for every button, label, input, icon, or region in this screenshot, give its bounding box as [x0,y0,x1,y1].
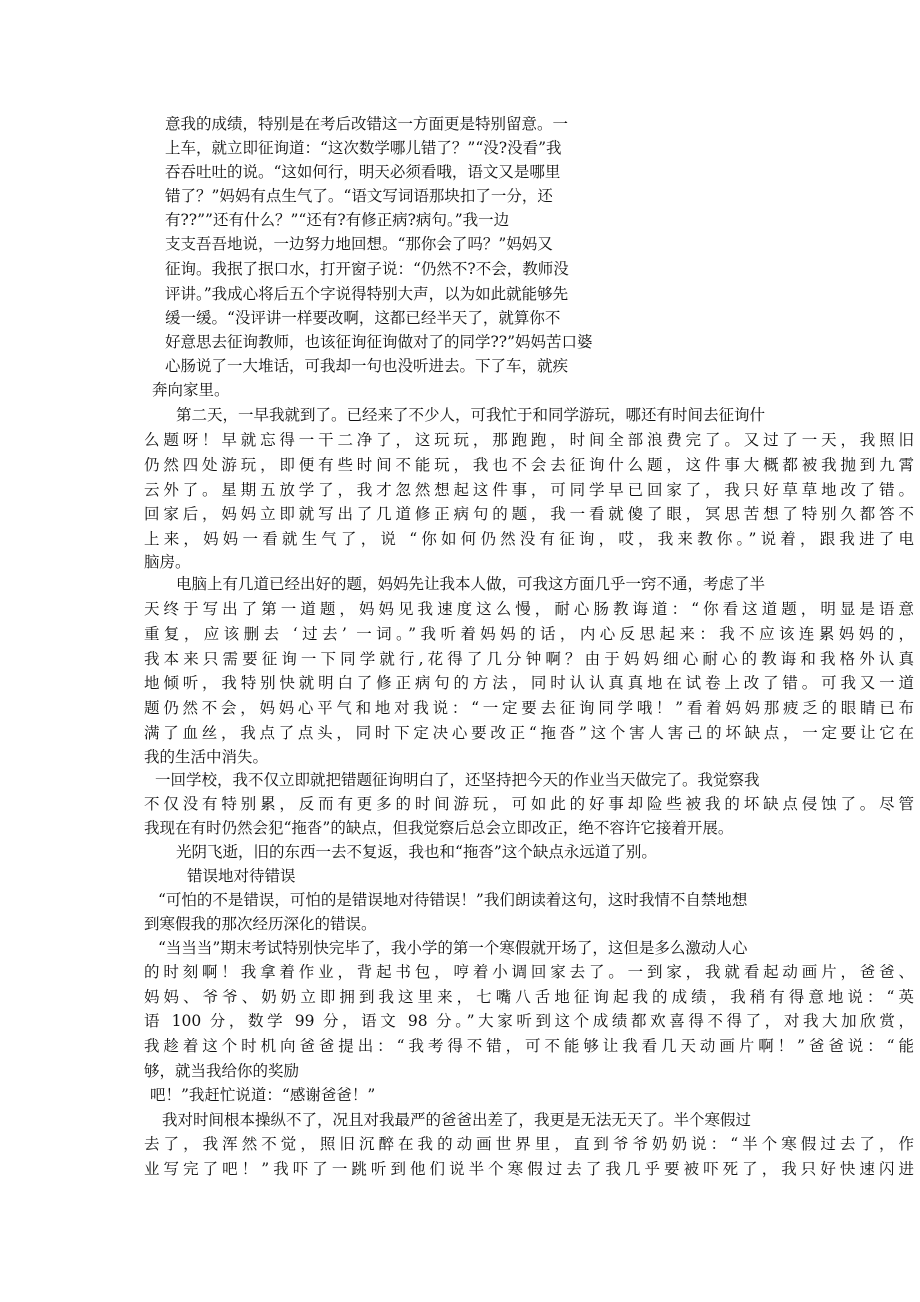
text-line: 重复，应该删去 ‘过去’ 一词。”我听着妈妈的话，内心反思起来：我不应该连累妈妈的， [144,625,914,643]
text-line: 我的生活中消失。 [144,748,269,766]
paragraph-first-line: “可怕的不是错误，可怕的是错误地对待错误！”我们朗读着这句，这时我情不自禁地想 [158,891,748,909]
text-line: 评讲。”我成心将后五个字说得特别大声，以为如此就能够先 [165,285,569,303]
text-line: 妈妈、爷爷、奶奶立即拥到我这里来，七嘴八舌地征询起我的成绩，我稍有得意地说：“英 [144,988,914,1006]
paragraph-first-line: 电脑上有几道已经出好的题，妈妈先让我本人做，可我这方面几乎一窍不通，考虑了半 [176,575,766,593]
text-line: 征询。我抿了抿口水，打开窗子说：“仍然不?不会，教师没 [165,260,569,278]
paragraph-first-line: 我对时间根本操纵不了，况且对我最严的爸爸出差了，我更是无法无天了。半个寒假过 [162,1111,752,1129]
text-line: 去了，我浑然不觉，照旧沉醉在我的动画世界里，直到爷爷奶奶说：“半个寒假过去了，作 [144,1135,914,1153]
text-line: 够，就当我给你的奖励 [144,1062,300,1080]
text-line: 支支吾吾地说，一边努力地回想。“那你会了吗？”妈妈又 [165,235,553,253]
text-line: 缓一缓。“没评讲一样要改啊，这都已经半天了，就算你不 [165,309,561,327]
text-line: 上来，妈妈一看就生气了，说 “你如何仍然没有征询，哎，我来教你。”说着，跟我进了电 [144,530,914,548]
text-line: 的时刻啊！我拿着作业，背起书包，哼着小调回家去了。一到家，我就看起动画片，爸爸、 [144,963,914,981]
text-line: 心肠说了一大堆话，可我却一句也没听进去。下了车，就疾 [165,357,569,375]
text-line: 吧！”我赶忙说道：“感谢爸爸！” [150,1086,376,1104]
text-line: 不仅没有特别累，反而有更多的时间游玩，可如此的好事却险些被我的坏缺点侵蚀了。尽管 [144,795,914,813]
text-line: 回家后，妈妈立即就写出了几道修正病句的题，我一看就傻了眼，冥思苦想了特别久都答不 [144,505,914,523]
essay-title: 错误地对待错误 [187,867,296,885]
text-line: 业写完了吧！”我吓了一跳听到他们说半个寒假过去了我几乎要被吓死了，我只好快速闪进 [144,1160,914,1178]
paragraph-first-line: “当当当”期末考试特别快完毕了，我小学的第一个寒假就开场了，这但是多么激动人心 [158,939,748,957]
text-line: 上车，就立即征询道：“这次数学哪儿错了？”“没?没看”我 [165,139,562,157]
paragraph-first-line: 一回学校，我不仅立即就把错题征询明白了，还坚持把今天的作业当天做完了。我觉察我 [155,771,760,789]
text-line: 我本来只需要征询一下同学就行,花得了几分钟啊？由于妈妈细心耐心的教诲和我格外认真 [144,650,914,668]
text-line: 到寒假我的那次经历深化的错误。 [144,915,377,933]
text-line: 我现在有时仍然会犯“拖沓”的缺点，但我觉察后总会立即改正，绝不容许它接着开展。 [144,819,734,837]
text-line: 我趁着这个时机向爸爸提出：“我考得不错，可不能够让我看几天动画片啊！”爸爸说：“能 [144,1037,914,1055]
text-line: 天终于写出了第一道题，妈妈见我速度这么慢，耐心肠教诲道：“你看这道题，明显是语意 [144,600,914,618]
text-line: 吞吞吐吐的说。“这如何行，明天必须看哦，语文又是哪里 [165,163,561,181]
text-line: 云外了。星期五放学了，我才忽然想起这件事，可同学早已回家了，我只好草草地改了错。 [144,481,914,499]
text-line: 仍然四处游玩，即便有些时间不能玩，我也不会去征询什么题，这件事大概都被我抛到九霄 [144,456,914,474]
text-line: 好意思去征询教师，也该征询征询做对了的同学??”妈妈苦口婆 [165,333,593,351]
text-line: 题仍然不会，妈妈心平气和地对我说：“一定要去征询同学哦！”看着妈妈那疲乏的眼睛已布 [144,699,914,717]
text-line: 地倾听，我特别快就明白了修正病句的方法，同时认认真真地在试卷上改了错。可我又一道 [144,674,914,692]
text-line: 奔向家里。 [152,381,230,399]
text-line: 有??””还有什么？”“还有?有修正病?病句。”我一边 [165,211,510,229]
text-line: 光阴飞逝，旧的东西一去不复返，我也和“拖沓”这个缺点永远道了别。 [176,843,657,861]
text-line: 语 100 分，数学 99 分，语文 98 分。”大家听到这个成绩都欢喜得不得了，对我大加欣赏， [144,1012,914,1030]
paragraph-first-line: 第二天，一早我就到了。已经来了不少人，可我忙于和同学游玩，哪还有时间去征询什 [176,406,766,424]
text-line: 脑房。 [144,553,191,571]
text-line: 错了？”妈妈有点生气了。“语文写词语那块扣了一分，还 [165,187,553,205]
text-line: 意我的成绩，特别是在考后改错这一方面更是特别留意。一 [165,115,569,133]
text-line: 满了血丝，我点了点头，同时下定决心要改正“拖沓”这个害人害己的坏缺点，一定要让它在 [144,724,914,742]
text-line: 么题呀！早就忘得一干二净了，这玩玩，那跑跑，时间全部浪费完了。又过了一天，我照旧 [144,431,914,449]
